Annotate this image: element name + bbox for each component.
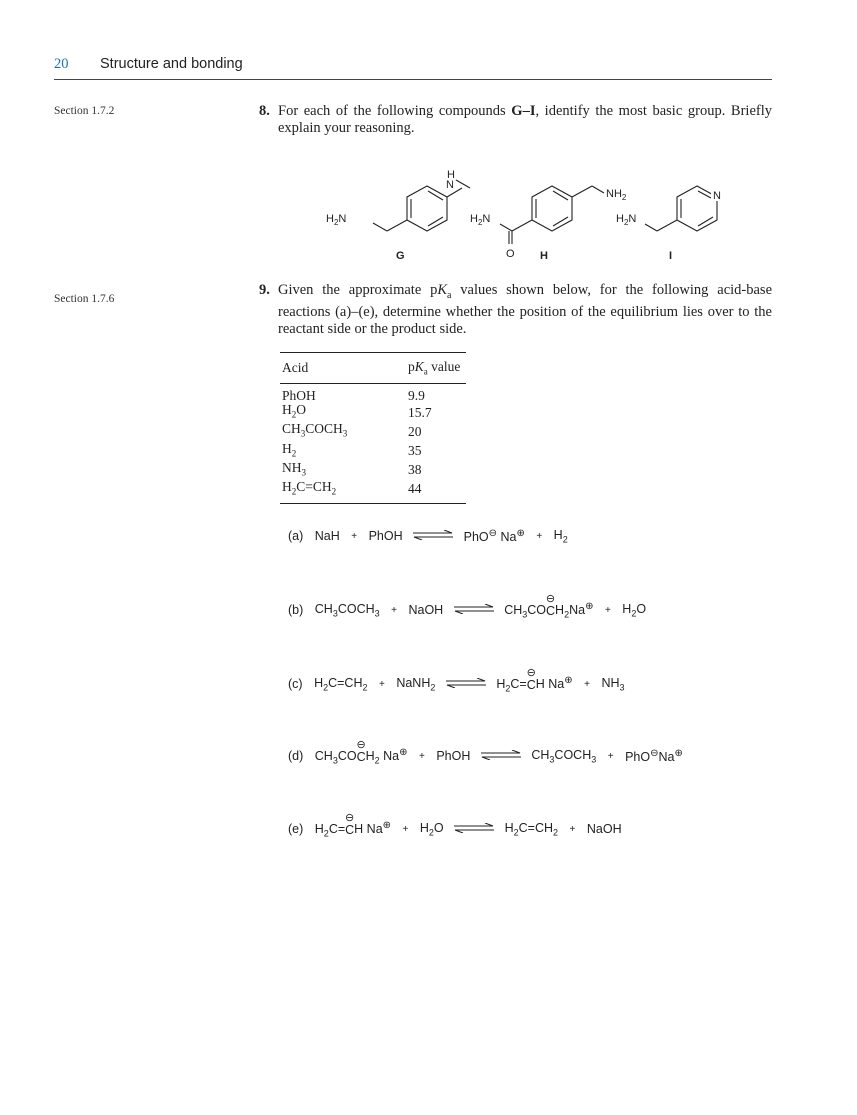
pka-cell: 35 [408, 442, 422, 458]
reaction-label: (a) [288, 529, 304, 544]
reactant-2: NaNH$_2$ [396, 676, 436, 693]
product-1: $H_2C=CH_2$ [504, 821, 559, 838]
table-row [280, 383, 466, 403]
reactant-2: PhOH [368, 529, 403, 544]
product-2: $NH_3$ [601, 676, 625, 693]
acid-cell: $H_2O$ [282, 402, 306, 420]
plus-sign: + [391, 604, 397, 616]
pka-cell: 15.7 [408, 404, 432, 420]
plus-sign: + [351, 530, 358, 542]
table-row [280, 403, 466, 422]
plus-sign: + [536, 530, 543, 542]
pka-cell: 44 [402, 480, 466, 504]
compounds-g-h-i-structures [320, 160, 740, 264]
reaction-e [288, 811, 622, 839]
product-2: $H_2O$ [622, 602, 647, 619]
equilibrium-arrows-icon [453, 604, 495, 614]
acid-cell: $H_2$ [282, 440, 297, 459]
page-number: 20 [54, 56, 69, 72]
plus-sign: + [604, 604, 611, 616]
plus-sign: + [402, 823, 409, 835]
margin-note-section-1-7-2: Section 1.7.2 [54, 105, 115, 117]
table-row [280, 422, 466, 441]
reactant-1: $CH_3COC$ ⊖ $H_2$ Na⊕ [314, 738, 408, 766]
pka-table-header [280, 353, 466, 384]
compound-h-amine-label: $H_2N$ [470, 213, 491, 227]
compound-g-nh-h-label: H [447, 169, 455, 181]
question-9-number: 9. [259, 282, 270, 298]
pka-cell: 9.9 [408, 387, 425, 403]
compound-g-label: G [396, 250, 405, 262]
plus-sign: + [379, 678, 385, 690]
reaction-d [288, 738, 683, 766]
product-1: $CH_3COCH_3$ [531, 748, 597, 765]
reaction-c [288, 666, 625, 694]
reactant-2: $H_2O$ [419, 821, 444, 838]
question-8-text: For each of the following compounds G–I, identify the most basic group. Briefly explain your reasoning. [278, 103, 772, 136]
acid-cell: PhOH [282, 387, 316, 403]
plus-sign: + [584, 678, 590, 690]
reactant-1: $H_2C=C$ ⊖ H Na⊕ [314, 811, 392, 839]
pka-cell: 20 [408, 423, 422, 439]
col-pka-header: $pK_a$ value [402, 353, 466, 384]
table-row [280, 461, 466, 480]
plus-sign: + [607, 750, 614, 762]
compound-h-nh2-label: $NH_2$ [606, 188, 627, 202]
question-9-text: Given the approximate $pK_a$ values shown below, for the following acid-base reactions (a)–(e), determine whether the position of the equilibrium lies over to the reactant side or the product side. [278, 282, 772, 337]
pka-table [280, 352, 466, 504]
question-8-number: 8. [259, 103, 270, 119]
plus-sign: + [419, 750, 425, 762]
acid-cell: $CH_3COCH_3$ [282, 421, 348, 440]
equilibrium-arrows-icon [445, 678, 487, 688]
equilibrium-arrows-icon [480, 750, 522, 760]
reactant-2: PhOH [436, 749, 471, 764]
pka-cell: 38 [408, 462, 422, 478]
reaction-label: (e) [288, 822, 304, 837]
product-1: PhO⊖ Na⊕ [463, 528, 525, 545]
plus-sign: + [569, 823, 576, 835]
reaction-b [288, 592, 647, 620]
compound-i-ring-n-label: N [713, 190, 721, 202]
product-1: $H_2C=C$ ⊖ H Na⊕ [496, 666, 573, 694]
reaction-a [288, 528, 568, 545]
equilibrium-arrows-icon [453, 823, 495, 833]
compound-g-nh-n-label: N [446, 179, 454, 191]
reaction-label: (d) [288, 749, 304, 764]
compound-h-benzene-ring [532, 186, 572, 231]
page-header [54, 55, 772, 80]
product-2: NaOH [586, 822, 622, 837]
product-1: $CH_3COC$ ⊖ $H_2Na^\oplus$ [504, 592, 594, 620]
table-row [280, 442, 466, 461]
acid-cell: $NH_3$ [282, 459, 306, 478]
compound-i-label: I [669, 250, 673, 262]
margin-note-section-1-7-6: Section 1.7.6 [54, 293, 115, 305]
compound-g-amine-label: $H_2N$ [326, 213, 347, 227]
reactant-1: $H_2C=CH_2$ [314, 676, 368, 693]
compound-i-amine-label: $H_2N$ [616, 213, 637, 227]
running-title: Structure and bonding [100, 56, 243, 72]
reaction-label: (c) [288, 677, 303, 692]
reaction-label: (b) [288, 603, 304, 618]
acid-cell: $H_2C=CH_2$ [280, 480, 402, 504]
product-2: $H_2$ [553, 528, 568, 545]
reactant-1: $CH_3COCH_3$ [314, 602, 380, 619]
reactant-2: NaOH [408, 603, 444, 618]
compound-h-oxygen-label: O [506, 248, 515, 260]
compound-h-label: H [540, 250, 548, 262]
product-2: PhO⊖Na⊕ [625, 748, 683, 765]
compound-g-benzene-ring [407, 186, 447, 231]
reactant-1: NaH [314, 529, 340, 544]
col-acid-header: Acid [280, 353, 402, 384]
table-row [280, 480, 466, 504]
equilibrium-arrows-icon [412, 530, 454, 540]
